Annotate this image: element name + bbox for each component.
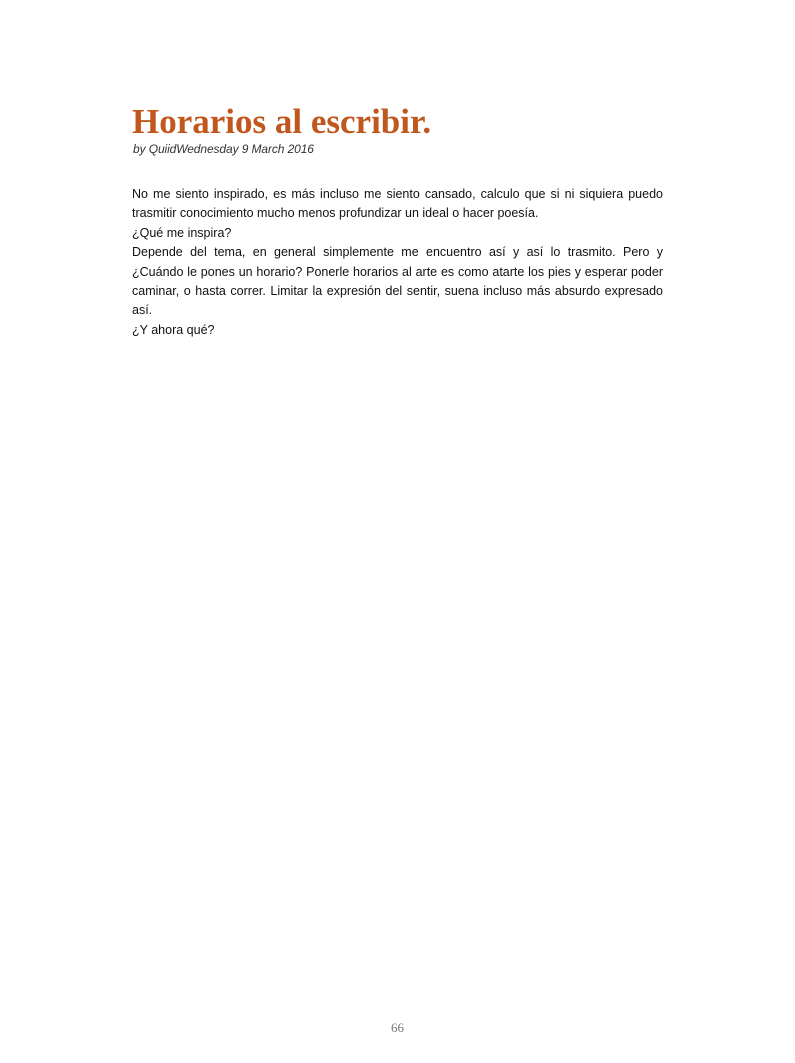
article-title: Horarios al escribir. xyxy=(132,102,432,141)
paragraph: ¿Y ahora qué? xyxy=(132,322,215,337)
paragraph: ¿Qué me inspira? xyxy=(132,225,232,240)
article-body xyxy=(132,185,663,340)
page-number: 66 xyxy=(391,1020,404,1035)
article xyxy=(132,102,663,340)
article-byline: by QuiidWednesday 9 March 2016 xyxy=(133,142,314,156)
paragraph: Depende del tema, en general simplemente me encuentro así y así lo trasmito. Pero y ¿Cuándo le pones un horario? Ponerle horarios al arte es como atarte los pies y esperar poder caminar, o hasta correr. Limitar la expresión del sentir, suena incluso más absurdo expresado así. xyxy=(132,245,663,318)
paragraph: No me siento inspirado, es más incluso me siento cansado, calculo que si ni siquiera puedo trasmitir conocimiento mucho menos profundizar un ideal o hacer poesía. xyxy=(132,187,663,221)
